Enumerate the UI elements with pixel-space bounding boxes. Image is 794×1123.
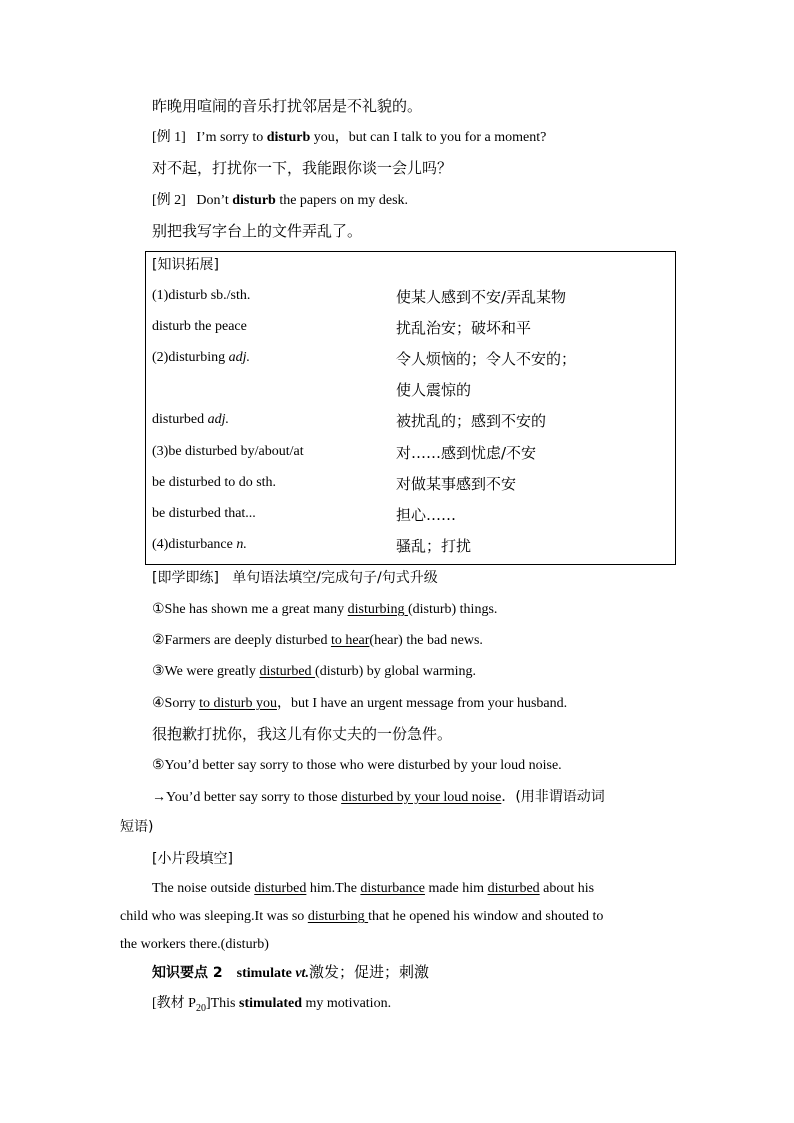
passage-line-1: The noise outside disturbed him.The disturbance made him disturbed about his — [152, 881, 595, 896]
point-meaning: 激发；促进；刺激 — [308, 963, 429, 981]
knowledge-row-en: (1)disturb sb./sth. — [152, 288, 251, 303]
knowledge-row-cn: 使某人感到不安/弄乱某物 — [396, 288, 567, 306]
answer-blank: disturbance — [360, 881, 425, 896]
answer-blank: disturbing — [307, 909, 369, 924]
knowledge-row-cn: 担心…… — [396, 506, 457, 524]
example-1 — [152, 128, 546, 148]
answer-blank: disturbed — [254, 881, 307, 896]
example-2-translation: 别把我写字台上的文件弄乱了。 — [152, 222, 363, 240]
practice-q5-original: ⑤You’d better say sorry to those who were disturbed by your loud noise. — [152, 758, 562, 773]
knowledge-row-en: (3)be disturbed by/about/at — [152, 444, 304, 459]
answer-blank: disturbed — [259, 664, 316, 679]
point-pos: vt. — [295, 966, 309, 981]
answer-blank: disturbed by your loud noise — [341, 790, 502, 805]
practice-q4: ④Sorry to disturb you，but I have an urgent message from your husband. — [152, 696, 568, 711]
practice-q2: ②Farmers are deeply disturbed to hear(hear) the bad news. — [152, 633, 483, 648]
practice-q1: ①She has shown me a great many disturbing (disturb) things. — [152, 602, 498, 617]
intro-sentence: 昨晚用喧闹的音乐打扰邻居是不礼貌的。 — [152, 97, 423, 115]
knowledge-row-cn: 扰乱治安；破坏和平 — [396, 319, 532, 337]
knowledge-row-cn: 被扰乱的；感到不安的 — [396, 412, 547, 430]
knowledge-row-cn: 骚乱；打扰 — [396, 537, 472, 555]
knowledge-row-en: be disturbed that... — [152, 506, 256, 521]
answer-blank: disturbing — [347, 602, 408, 617]
practice-subtitle: 单句语法填空/完成句子/句式升级 — [232, 570, 438, 586]
example-1-keyword: disturb — [266, 130, 311, 145]
knowledge-title: [知识拓展] — [152, 257, 219, 273]
passage-title: [小片段填空] — [152, 851, 233, 867]
passage-line-3: the workers there.(disturb) — [120, 937, 269, 952]
answer-blank: to hear — [330, 633, 370, 648]
example-2 — [152, 191, 408, 211]
knowledge-row-en: disturb the peace — [152, 319, 247, 334]
passage-line-2: child who was sleeping.It was so disturbing that he opened his window and shouted to — [120, 909, 604, 924]
point-word: stimulate — [236, 966, 292, 981]
knowledge-row-en: disturbed adj. — [152, 412, 229, 427]
practice-q4-translation: 很抱歉打扰你，我这儿有你丈夫的一份急件。 — [152, 725, 453, 743]
example-1-post: you，but can I talk to you for a moment? — [310, 130, 547, 145]
knowledge-row-cn: 使人震惊的 — [396, 381, 472, 399]
example-2-pre: Don’t — [196, 193, 233, 208]
knowledge-row-cn: 令人烦恼的；令人不安的； — [396, 350, 577, 368]
example-2-label: [例 2] — [152, 193, 186, 208]
knowledge-row-en: (2)disturbing adj. — [152, 350, 250, 365]
knowledge-row-en: be disturbed to do sth. — [152, 475, 277, 490]
point-label: 知识要点 2 — [152, 965, 223, 981]
example-1-label: [例 1] — [152, 130, 186, 145]
example-2-post: the papers on my desk. — [275, 193, 409, 208]
answer-blank: to disturb you — [199, 696, 277, 711]
practice-q5-rewrite: →You’d better say sorry to those disturbed by your loud noise．(用非谓语动词 — [152, 789, 605, 805]
example-1-pre: I’m sorry to — [196, 130, 267, 145]
knowledge-row-cn: 对……感到忧虑/不安 — [396, 444, 537, 462]
knowledge-row-en: (4)disturbance n. — [152, 537, 247, 552]
knowledge-point-2 — [152, 962, 429, 984]
knowledge-row-cn: 对做某事感到不安 — [396, 475, 517, 493]
example-1-translation: 对不起，打扰你一下，我能跟你谈一会儿吗？ — [152, 159, 453, 177]
practice-title: [即学即练] — [152, 570, 219, 586]
practice-q3: ③We were greatly disturbed (disturb) by global warming. — [152, 664, 477, 679]
example-2-keyword: disturb — [232, 193, 276, 208]
practice-q5-cont: 短语) — [120, 819, 154, 835]
answer-blank: disturbed — [487, 881, 540, 896]
practice-header — [152, 568, 438, 588]
textbook-example: [教材 $P_{20}]This$ stimulated my motivation. — [152, 996, 392, 1014]
